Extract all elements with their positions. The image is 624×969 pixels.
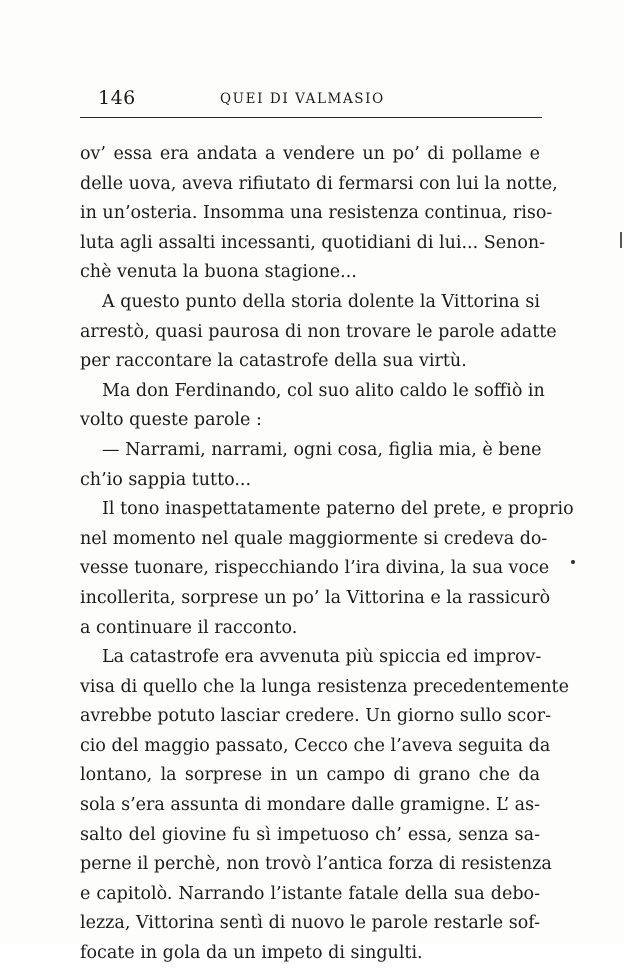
text-line: focate in gola da un impeto di singulti.	[80, 943, 423, 964]
text-line: delle uova, aveva rifiutato di fermarsi con lui la notte,	[80, 173, 558, 194]
paragraph-start-line: La catastrofe era avvenuta più spiccia ed improv-	[102, 647, 542, 668]
paragraph-start-line: Ma don Ferdinando, col suo alito caldo le soffiò in	[102, 380, 545, 401]
text-line: volto queste parole :	[80, 410, 262, 431]
paragraph-start-line: A questo punto della storia dolente la Vittorina si	[102, 291, 540, 312]
page-header	[80, 85, 542, 118]
page-number: 146	[98, 87, 136, 109]
text-line: sola s’era assunta di mondare dalle gramigne. L’ as-	[80, 795, 540, 816]
text-line: per raccontare la catastrofe della sua virtù.	[80, 351, 467, 372]
text-line: lezza, Vittorina sentì di nuovo le parole restarle sof-	[80, 913, 540, 934]
text-line: luta agli assalti incessanti, quotidiani di lui... Senon-	[80, 232, 546, 253]
paragraph-start-line: Il tono inaspettatamente paterno del prete, e proprio	[102, 499, 574, 520]
ink-speck	[571, 560, 575, 564]
running-head: QUEI DI VALMASIO	[220, 91, 385, 107]
text-line: lontano, la sorprese in un campo di grano che da	[80, 765, 540, 786]
text-line: incollerita, sorprese un po’ la Vittorina e la rassicurò	[80, 587, 551, 608]
text-line: a continuare il racconto.	[80, 617, 298, 638]
text-line: perne il perchè, non trovò l’antica forza di resistenza	[80, 854, 552, 875]
text-line: avrebbe potuto lasciar credere. Un giorno sullo scor-	[80, 706, 552, 727]
text-line: cio del maggio passato, Cecco che l’aveva seguita da	[80, 735, 551, 756]
text-line: salto del giovine fu sì impetuoso ch’ essa, senza sa-	[80, 824, 540, 845]
text-line: arrestò, quasi paurosa di non trovare le parole adatte	[80, 321, 557, 342]
text-line: e capitolò. Narrando l’istante fatale della sua debo-	[80, 883, 540, 904]
text-line: chè venuta la buona stagione...	[80, 262, 357, 283]
dialogue-line: — Narrami, narrami, ogni cosa, figlia mia, è bene	[102, 439, 542, 460]
text-line: vesse tuonare, rispecchiando l’ira divina, la sua voce	[80, 558, 550, 579]
text-line: ch’io sappia tutto...	[80, 469, 252, 490]
page-edge-mark	[620, 232, 622, 248]
text-line: in un’osteria. Insomma una resistenza continua, riso-	[80, 203, 553, 224]
body-text	[80, 140, 574, 969]
text-line: ov’ essa era andata a vendere un po’ di pollame e	[80, 144, 540, 164]
text-line: nel momento nel quale maggiormente si credeva do-	[80, 528, 548, 549]
text-line: visa di quello che la lunga resistenza precedentemente	[80, 676, 569, 697]
